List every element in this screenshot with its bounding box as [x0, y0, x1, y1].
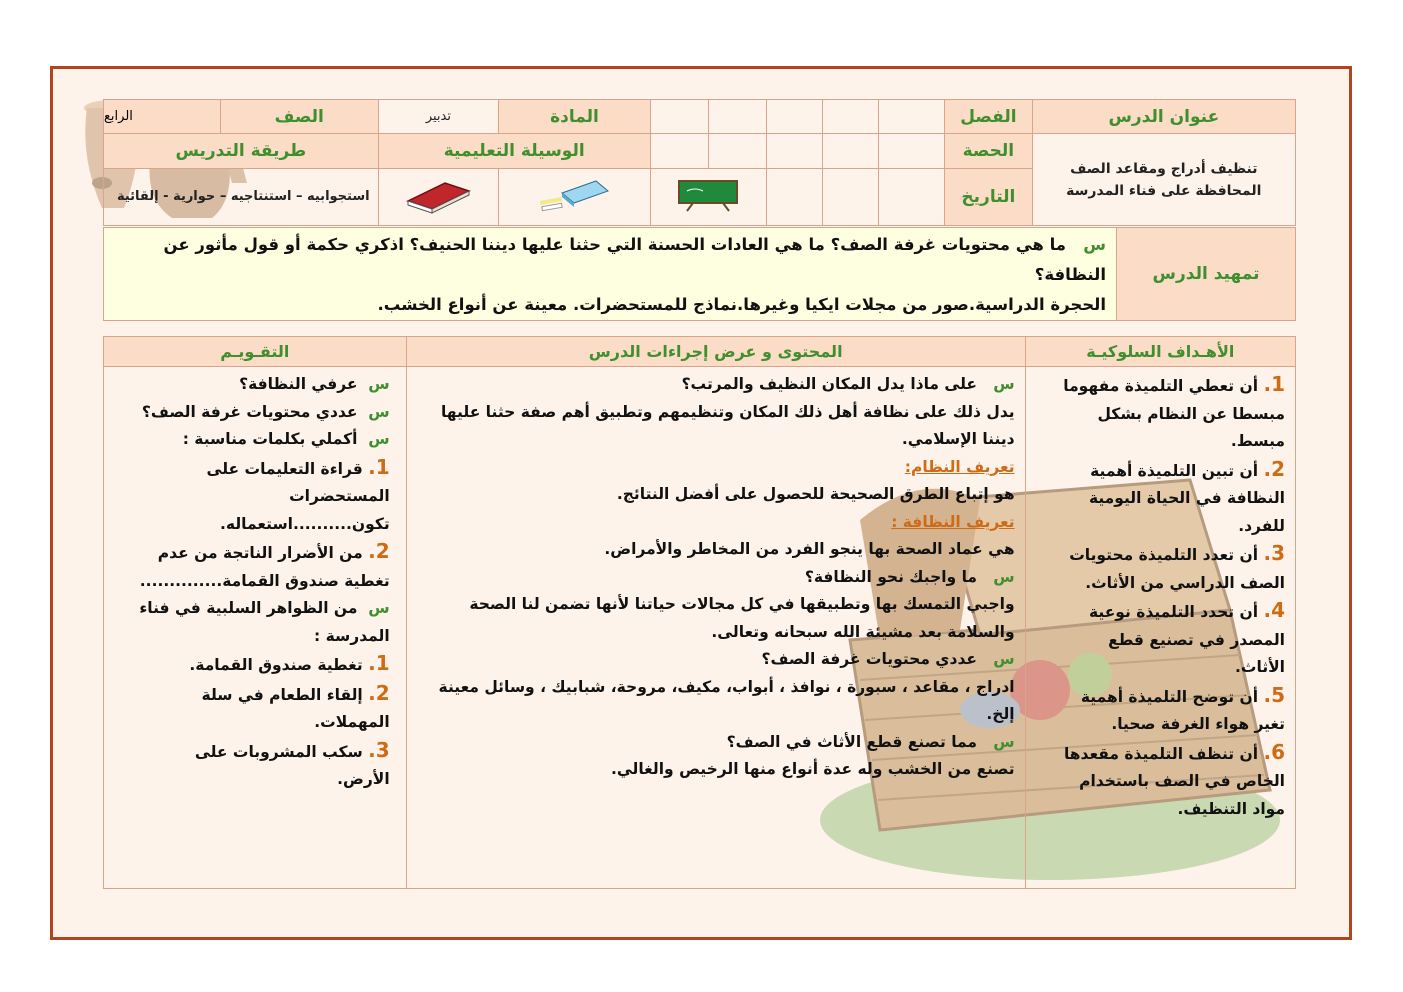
evaluation-q3: [138, 426, 390, 454]
list-item: [1056, 456, 1285, 541]
question-text: عددي محتويات غرفة الصف؟: [141, 402, 358, 421]
item-number: 1.: [368, 454, 390, 479]
item-number: 2.: [368, 539, 390, 563]
question-text: ما واجبك نحو النظافة؟: [804, 567, 978, 586]
evaluation-q4: [138, 595, 390, 650]
list-item: [138, 680, 390, 737]
item-text: أن تحدد التلميذة نوعية المصدر في تصنيع قطع الأثاث.: [1088, 603, 1285, 676]
book-icon: [403, 175, 473, 215]
period-label: الحصة: [945, 134, 1033, 168]
list-item: [1056, 597, 1285, 682]
definition-title: تعريف النظافة :: [891, 512, 1015, 531]
item-text: أن تعدد التلميذة محتويات الصف الدراسي من الأثاث.: [1069, 546, 1285, 592]
item-text: تغطية صندوق القمامة.: [189, 656, 363, 674]
question-marker: س: [993, 375, 1015, 393]
list-item: [138, 737, 390, 794]
item-number: 3.: [1263, 541, 1285, 565]
item-number: 5.: [1263, 682, 1285, 707]
question-marker: س: [993, 732, 1015, 751]
book-cell: [378, 168, 499, 225]
item-number: 3.: [368, 737, 390, 762]
objectives-header: الأهـداف السلوكيـة: [1025, 337, 1295, 367]
header-table: [103, 99, 1296, 226]
grade-value: الرابع: [104, 100, 221, 134]
item-text: من الأضرار الناتجة من عدم تغطية صندوق القمامة..............: [139, 544, 390, 590]
evaluation-column: [104, 367, 407, 889]
cell-empty: [708, 100, 766, 134]
chalkboard-icon: [673, 177, 743, 213]
content-header: المحتوى و عرض إجراءات الدرس: [406, 337, 1025, 367]
item-number: 6.: [1263, 739, 1285, 764]
cell-empty: [766, 100, 822, 134]
content-q4: [417, 729, 1015, 757]
evaluation-q1: [138, 371, 390, 399]
question-marker: س: [368, 430, 390, 448]
content-q3: [417, 646, 1015, 674]
list-item: [138, 538, 390, 595]
objectives-column: [1025, 367, 1295, 889]
cell-empty: [650, 100, 708, 134]
cell-empty: [766, 134, 822, 168]
subject-label: المادة: [499, 100, 651, 134]
question-text: مما تصنع قطع الأثاث في الصف؟: [726, 732, 978, 751]
question-text: عددي محتويات غرفة الصف؟: [761, 650, 978, 668]
definition-text: هو إتباع الطرق الصحيحة للحصول على أفضل النتائج.: [616, 485, 1015, 503]
eraser-chalk-icon: [534, 175, 614, 215]
content-column: [406, 367, 1025, 889]
list-item: [138, 454, 390, 539]
lesson-title-label: عنوان الدرس: [1032, 100, 1295, 134]
grade-label: الصف: [220, 100, 378, 134]
cell-empty: [650, 134, 708, 168]
question-text: عرفي النظافة؟: [239, 375, 358, 393]
list-item: [1056, 682, 1285, 739]
item-text: أن توضح التلميذة أهمية تغير هواء الغرفة صحيا.: [1080, 687, 1285, 733]
date-label: التاريخ: [945, 168, 1033, 225]
question-marker: س: [993, 650, 1015, 668]
question-marker: س: [368, 375, 390, 393]
lesson-table: [103, 336, 1296, 889]
cell-empty: [822, 134, 878, 168]
question-marker: س: [1083, 235, 1106, 254]
evaluation-q2: [138, 399, 390, 427]
subject-value: تدبير: [378, 100, 499, 134]
intro-questions: ما هي محتويات غرفة الصف؟ ما هي العادات الحسنة التي حثنا عليها ديننا الحنيف؟ اذكري حكمة أو قول مأثور عن النظافة؟: [163, 235, 1106, 284]
cell-empty: [708, 134, 766, 168]
definition-title: تعريف النظام:: [904, 457, 1015, 476]
intro-materials: الحجرة الدراسية.صور من مجلات ايكيا وغيرها.نماذج للمستحضرات. معينة عن أنواع الخشب.: [377, 295, 1106, 314]
intro-table: [103, 227, 1296, 321]
content-a1: يدل ذلك على نظافة أهل ذلك المكان وتنظيمهم وتطبيق أهم صفة حثنا عليها ديننا الإسلامي.: [440, 402, 1015, 448]
list-item: [1056, 540, 1285, 597]
cell-empty: [822, 168, 878, 225]
cell-empty: [879, 100, 945, 134]
item-text: إلقاء الطعام في سلة المهملات.: [201, 685, 390, 731]
eraser-cell: [499, 168, 651, 225]
intro-content: [104, 228, 1117, 321]
item-text: أن تبين التلميذة أهمية النظافة في الحياة اليومية للفرد.: [1088, 461, 1285, 535]
method-value: استجوابيه – استنتاجيه – حوارية - إلقائية: [104, 168, 379, 225]
aids-label: الوسيلة التعليمية: [378, 134, 650, 168]
lesson-title: تنظيف أدراج ومقاعد الصف المحافظة على فناء المدرسة: [1032, 134, 1295, 226]
item-text: أن تعطي التلميذة مفهوما مبسطا عن النظام بشكل مبسط.: [1063, 377, 1285, 450]
item-number: 2.: [368, 680, 390, 705]
content-a4: تصنع من الخشب وله عدة أنواع منها الرخيص والغالي.: [610, 760, 1015, 778]
list-item: [138, 650, 390, 680]
content-a3: ادراج ، مقاعد ، سبورة ، نوافذ ، أبواب، مكيف، مروحة، شبابيك ، وسائل معينة إلخ.: [438, 677, 1015, 723]
cell-empty: [879, 168, 945, 225]
item-number: 1.: [1263, 372, 1285, 396]
cell-empty: [879, 134, 945, 168]
content-a2: واجبي التمسك بها وتطبيقها في كل مجالات حياتنا لأنها تضمن لنا الصحة والسلامة بعد مشيئة الله سبحانه وتعالى.: [469, 595, 1015, 641]
method-label: طريقة التدريس: [104, 134, 379, 168]
evaluation-header: التقـويـم: [104, 337, 407, 367]
cell-empty: [766, 168, 822, 225]
chalkboard-cell: [650, 168, 766, 225]
semester-label: الفصل: [945, 100, 1033, 134]
question-text: من الظواهر السلبية في فناء المدرسة :: [139, 599, 390, 645]
intro-label: تمهيد الدرس: [1117, 228, 1296, 321]
list-item: [1056, 371, 1285, 456]
question-marker: س: [368, 402, 390, 421]
definition-text: هي عماد الصحة بها ينجو الفرد من المخاطر والأمراض.: [604, 540, 1015, 558]
cell-empty: [822, 100, 878, 134]
content-q1: [417, 371, 1015, 399]
list-item: [1056, 739, 1285, 824]
item-text: قراءة التعليمات على المستحضرات تكون..........استعماله.: [206, 459, 390, 533]
item-number: 1.: [368, 651, 390, 675]
content-q2: [417, 564, 1015, 592]
item-number: 4.: [1263, 598, 1285, 622]
question-marker: س: [993, 567, 1015, 586]
item-number: 2.: [1263, 456, 1285, 481]
question-text: على ماذا يدل المكان النظيف والمرتب؟: [681, 375, 978, 393]
question-text: أكملي بكلمات مناسبة :: [182, 430, 358, 448]
item-text: أن تنظف التلميذة مقعدها الخاص في الصف باستخدام مواد التنظيف.: [1063, 744, 1285, 818]
item-text: سكب المشروبات على الأرض.: [194, 742, 390, 788]
question-marker: س: [368, 599, 390, 617]
